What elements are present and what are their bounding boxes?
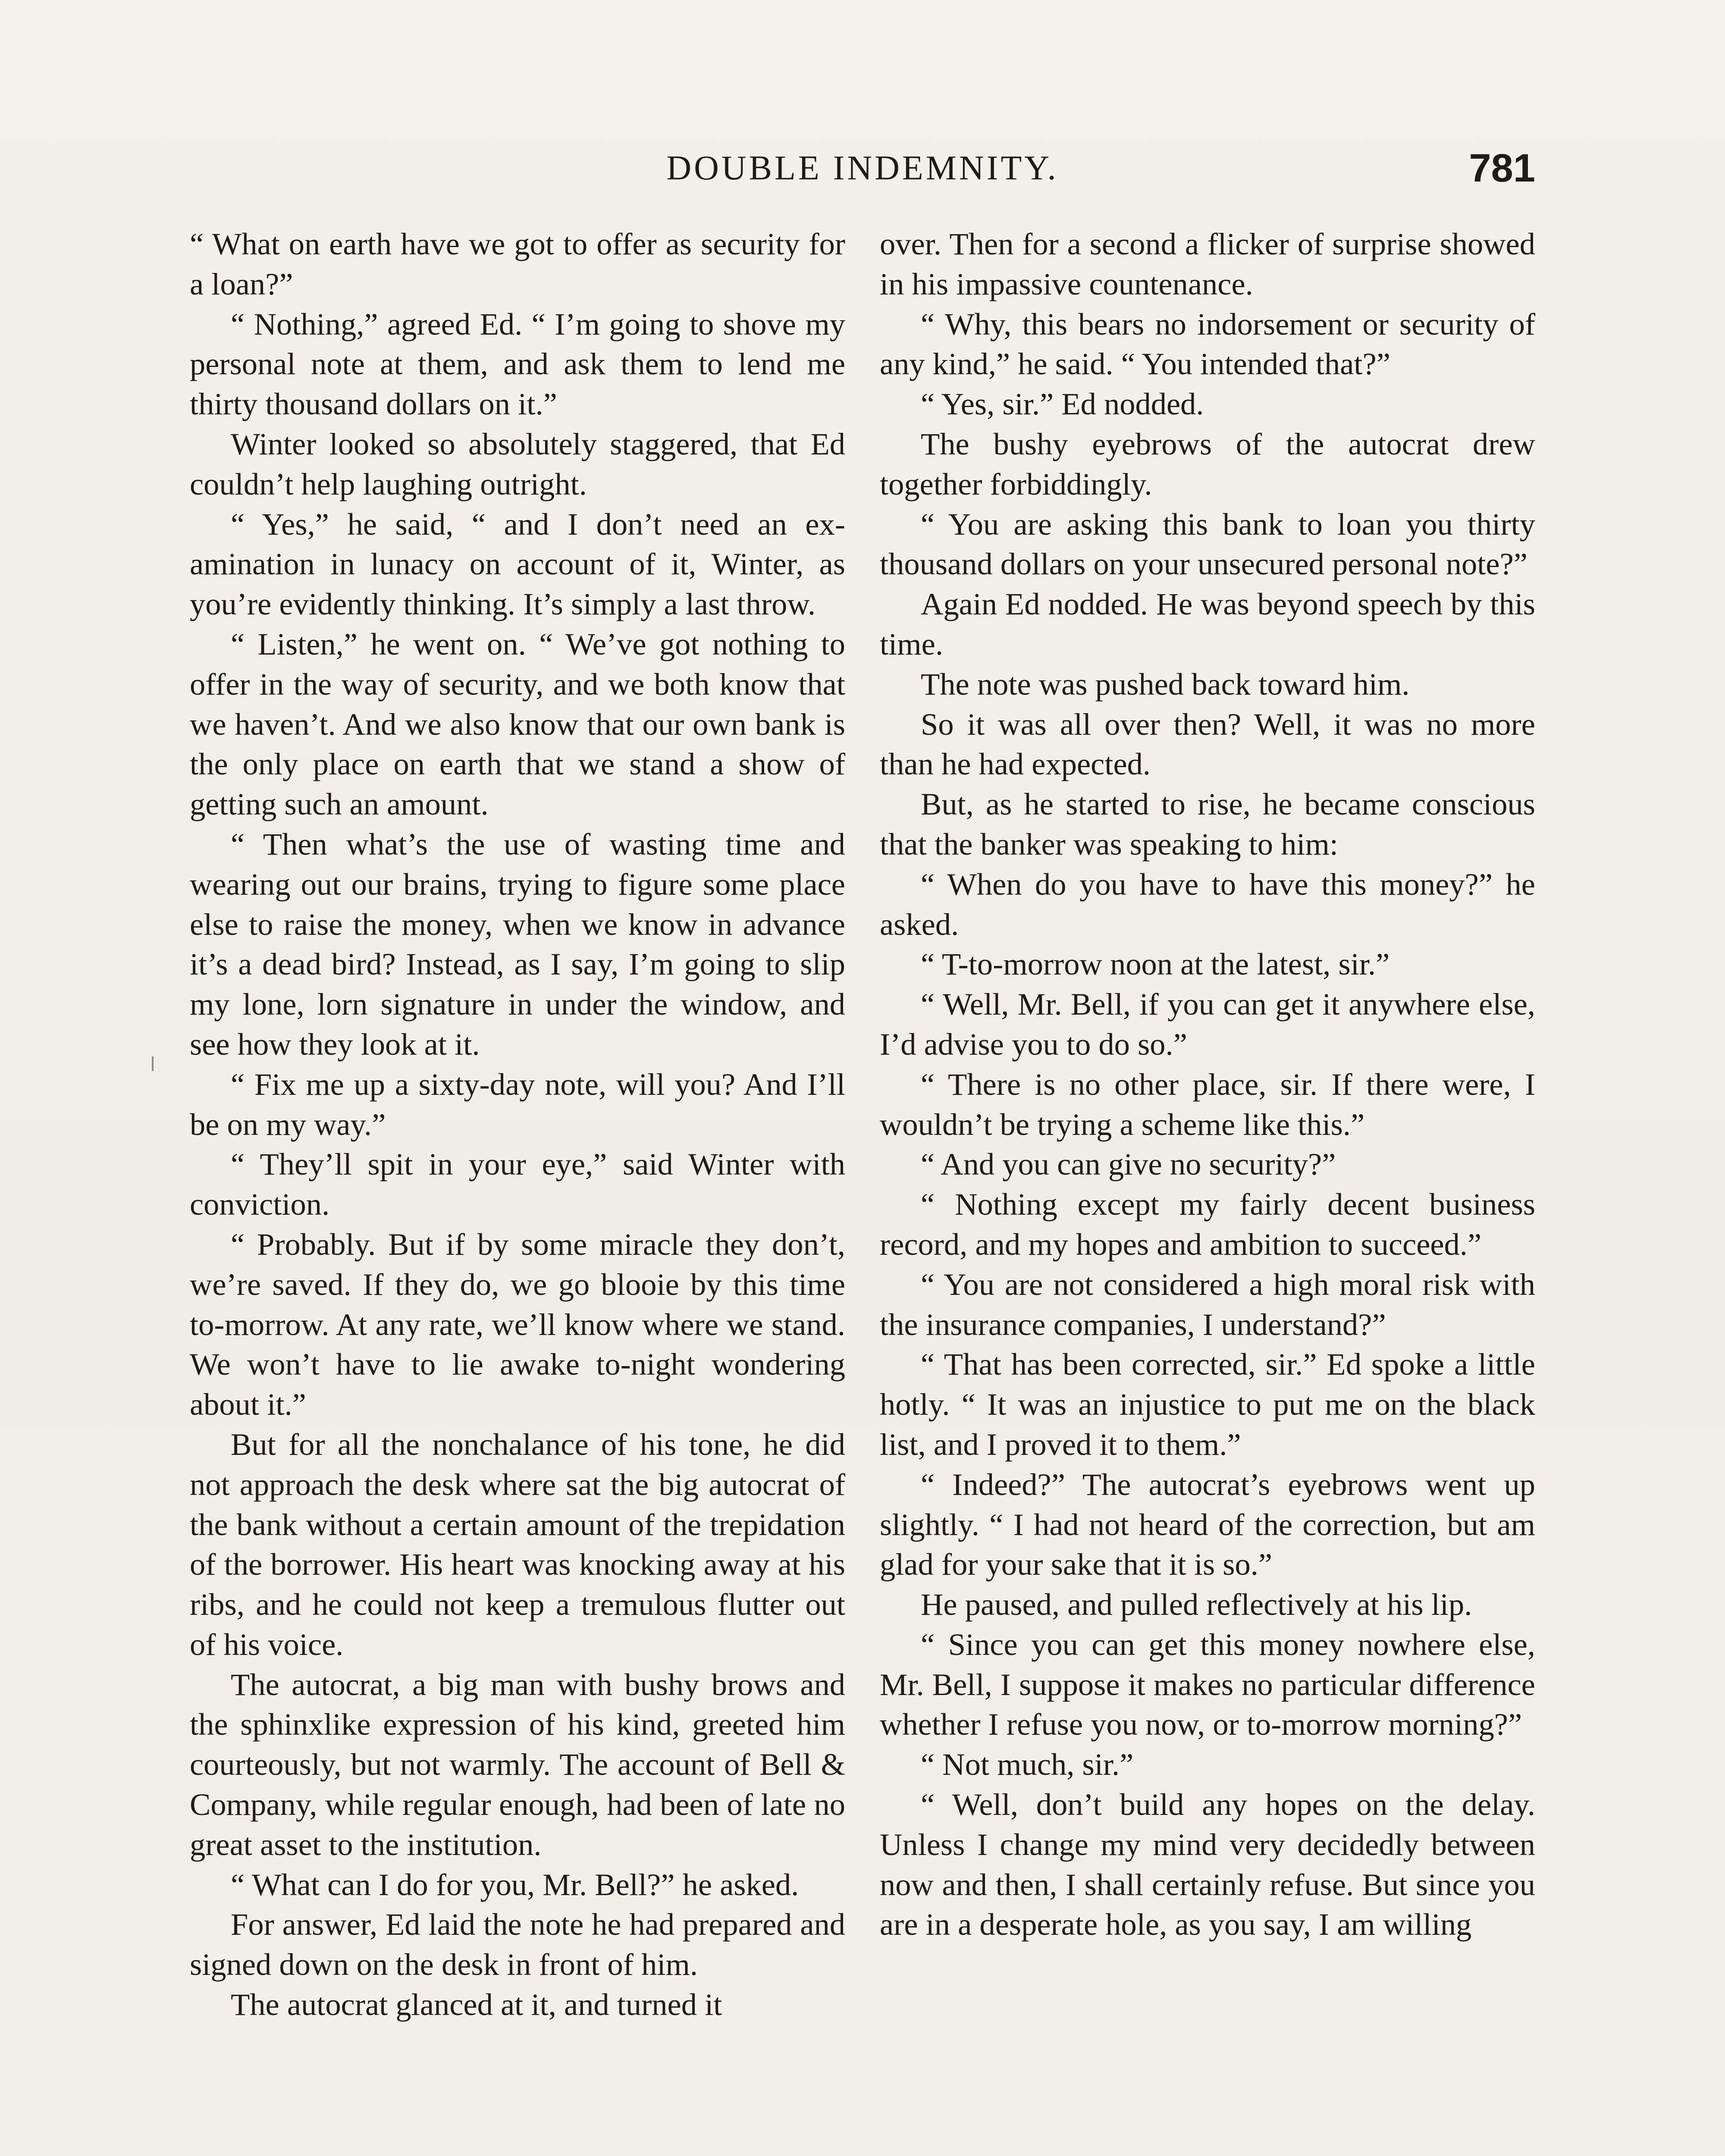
paragraph: Again Ed nodded. He was beyond speech by this time. [880, 586, 1535, 661]
paragraph: “ Yes, sir.” Ed nodded. [921, 386, 1204, 422]
paragraph: “ Indeed?” The autocrat’s eyebrows went up slightly. “ I had not heard of the correction, but am glad for your sake that it is so.” [880, 1467, 1535, 1582]
paragraph: “ You are asking this bank to loan you thirty thousand dollars on your unsecured personal note?” [880, 506, 1535, 582]
paragraph: “ They’ll spit in your eye,” said Winter with conviction. [190, 1147, 845, 1222]
paragraph: “ T-to-morrow noon at the latest, sir.” [921, 946, 1390, 982]
paragraph: So it was all over then? Well, it was no more than he had expected. [880, 706, 1535, 782]
right-text-column [880, 224, 1535, 1945]
margin-mark [152, 1056, 154, 1071]
paragraph: “ Since you can get this money nowhere else, Mr. Bell, I suppose it makes no particular difference whether I refuse you now, or to-morrow morning?” [880, 1626, 1535, 1742]
paragraph: “ What on earth have we got to offer as security for a loan?” [190, 226, 845, 301]
paragraph: “ You are not considered a high moral risk with the insurance companies, I understand?” [880, 1266, 1535, 1342]
paragraph: “ When do you have to have this money?” he asked. [880, 866, 1535, 942]
paragraph: The autocrat, a big man with bushy brows and the sphinxlike expression of his kind, greeted him courteously, but not warmly. The account of Bell & Company, while regular enough, had been of late no great asset to the institution. [190, 1667, 845, 1862]
paragraph: The note was pushed back toward him. [921, 666, 1410, 702]
paragraph: “ Well, don’t build any hopes on the delay. Unless I change my mind very decidedly between now and then, I shall certainly refuse. But since you are in a desperate hole, as you say, I am willing [880, 1787, 1535, 1942]
paragraph: “ Why, this bears no indorsement or security of any kind,” he said. “ You intended that?” [880, 306, 1535, 382]
paragraph: The bushy eyebrows of the autocrat drew together forbiddingly. [880, 426, 1535, 501]
paragraph: “ Well, Mr. Bell, if you can get it anywhere else, I’d advise you to do so.” [880, 987, 1535, 1062]
paragraph: over. Then for a second a flicker of surprise showed in his impassive countenance. [880, 226, 1535, 301]
paragraph: “ What can I do for you, Mr. Bell?” he asked. [231, 1867, 799, 1902]
paragraph: “ Yes,” he said, “ and I don’t need an examination in lunacy on account of it, Winter, as you’re evidently thinking. It’s simply a last throw. [190, 506, 845, 622]
paragraph: For answer, Ed laid the note he had prepared and signed down on the desk in front of him. [190, 1907, 845, 1982]
paragraph: “ Nothing,” agreed Ed. “ I’m going to shove my personal note at them, and ask them to lend me thirty thousand dollars on it.” [190, 306, 845, 422]
paragraph: “ Listen,” he went on. “ We’ve got nothing to offer in the way of security, and we both know that we haven’t. And we also know that our own bank is the only place on earth that we stand a show of getting such an amount. [190, 626, 845, 822]
paragraph: “ Nothing except my fairly decent business record, and my hopes and ambition to succeed.” [880, 1187, 1535, 1262]
page-number: 781 [1469, 146, 1535, 190]
paragraph: “ There is no other place, sir. If there were, I wouldn’t be trying a scheme like this.” [880, 1066, 1535, 1142]
running-head [190, 142, 1535, 194]
running-title: DOUBLE INDEMNITY. [666, 149, 1059, 187]
paragraph: But, as he started to rise, he became conscious that the banker was speaking to him: [880, 787, 1535, 862]
paragraph: “ Probably. But if by some miracle they don’t, we’re saved. If they do, we go blooie by this time to-morrow. At any rate, we’ll know where we stand. We won’t have to lie awake to-night wondering about it.” [190, 1226, 845, 1422]
paragraph: “ Then what’s the use of wasting time and wearing out our brains, trying to figure some place else to raise the money, when we know in advance it’s a dead bird? Instead, as I say, I’m going to slip my lone, lorn signature in under the window, and see how they look at it. [190, 826, 845, 1062]
paragraph: “ Fix me up a sixty-day note, will you? And I’ll be on my way.” [190, 1066, 845, 1142]
paragraph: Winter looked so absolutely staggered, that Ed couldn’t help laughing outright. [190, 426, 845, 501]
paragraph: “ That has been corrected, sir.” Ed spoke a little hotly. “ It was an injustice to put me on the black list, and I proved it to them.” [880, 1347, 1535, 1462]
paragraph: The autocrat glanced at it, and turned it [231, 1987, 722, 2022]
paragraph: But for all the nonchalance of his tone, he did not approach the desk where sat the big autocrat of the bank without a certain amount of the trepidation of the borrower. His heart was knocking away at his ribs, and he could not keep a tremulous flutter out of his voice. [190, 1426, 845, 1662]
paragraph: “ And you can give no security?” [921, 1147, 1336, 1182]
paragraph: “ Not much, sir.” [921, 1747, 1134, 1782]
left-text-column [190, 224, 845, 2025]
paragraph: He paused, and pulled reflectively at his lip. [921, 1587, 1472, 1622]
